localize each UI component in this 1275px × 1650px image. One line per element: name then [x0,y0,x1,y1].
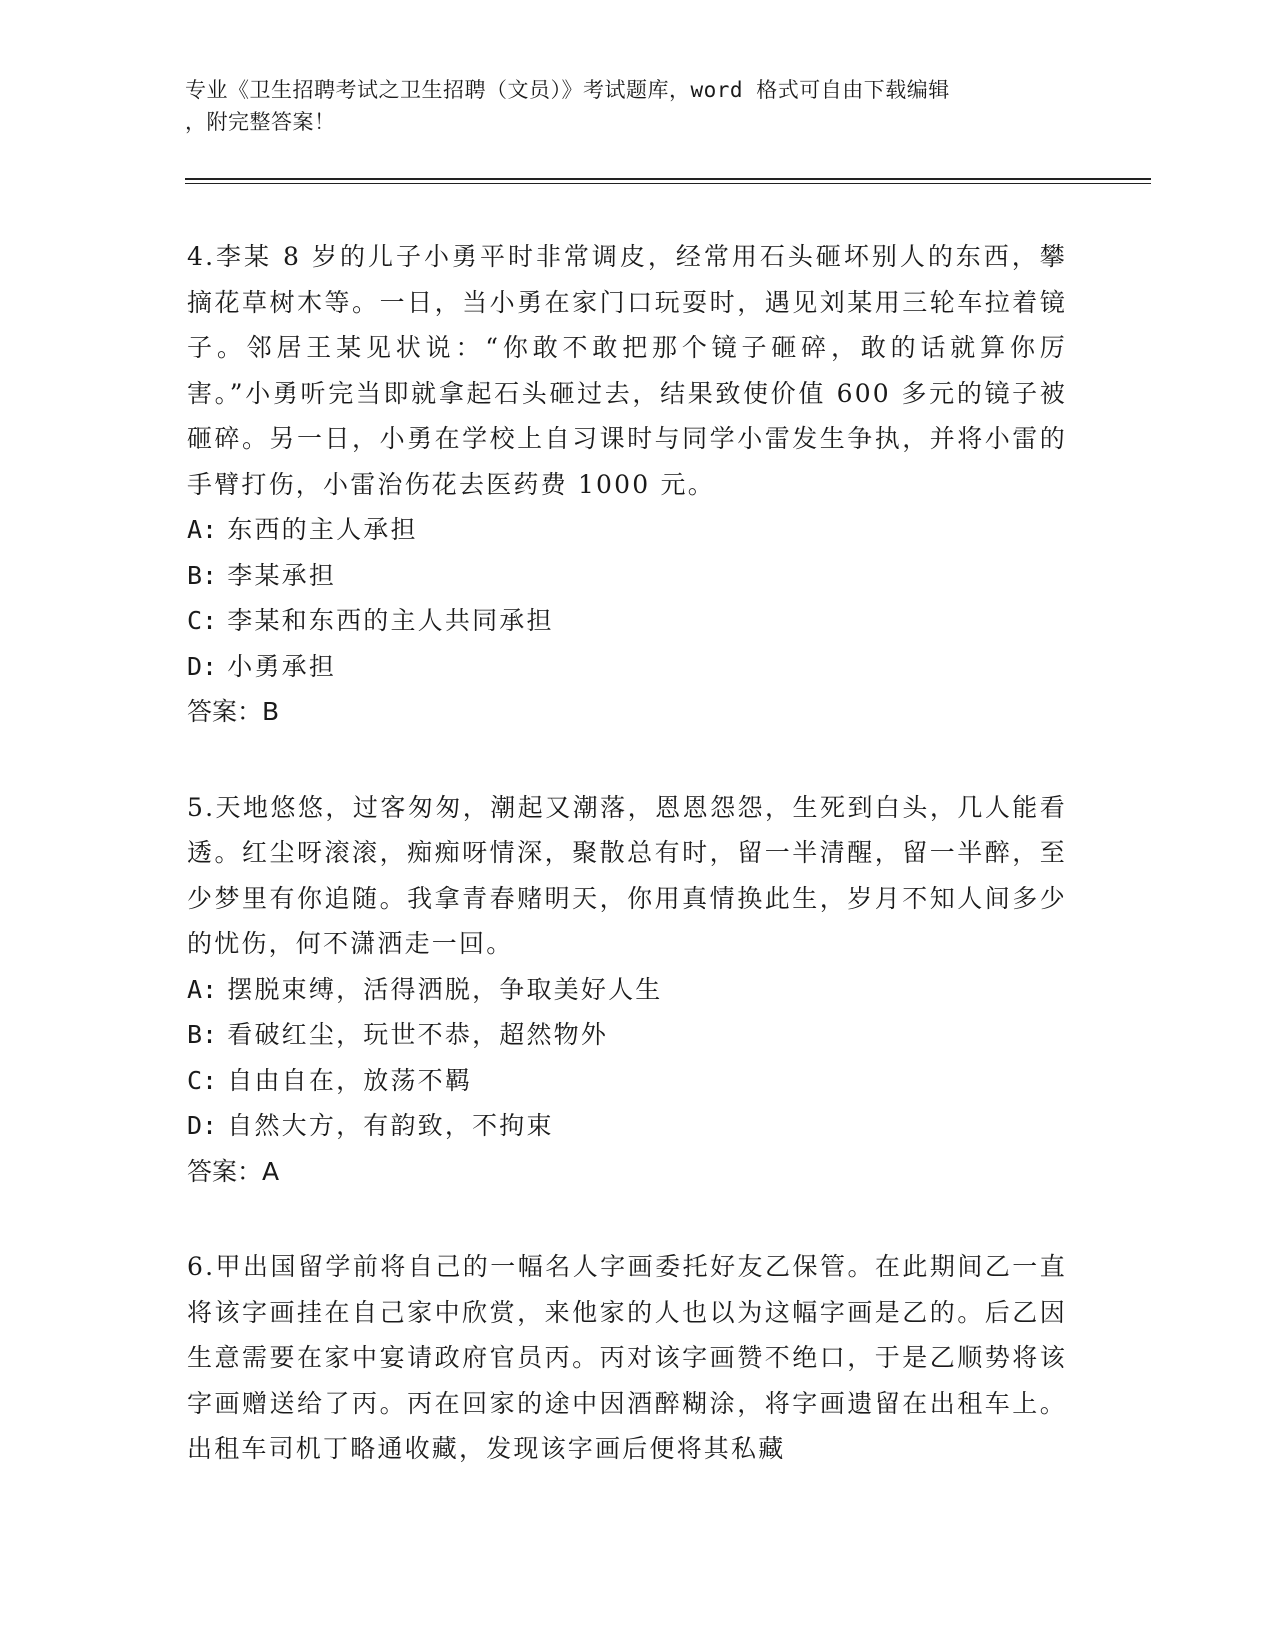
option-d [187,644,1067,690]
option-b [187,1012,1067,1058]
header-line-2: ，附完整答案！ [185,110,336,134]
option-text: 小勇承担 [227,651,337,681]
question-stem: 5.天地悠悠，过客匆匆，潮起又潮落，恩恩怨怨，生死到白头，几人能看透。红尘呀滚滚，痴痴呀情深，聚散总有时，留一半清醒，留一半醉，至少梦里有你追随。我拿青春赌明天，你用真情换此生，岁月不知人间多少的忧伤，何不潇洒走一回。 [187,792,1067,958]
header-rule-thick [185,178,1151,180]
option-label: A: [187,515,218,544]
option-label: B: [187,1020,218,1049]
option-text: 李某和东西的主人共同承担 [227,606,554,635]
option-label: D: [187,1111,218,1140]
option-text: 李某承担 [227,560,337,590]
option-label: D: [187,651,218,681]
question-6 [187,1244,1067,1472]
option-c [187,598,1067,644]
option-text: 自由自在，放荡不羁 [227,1065,473,1095]
option-text: 自然大方，有韵致，不拘束 [227,1111,554,1140]
option-label: B: [187,560,218,590]
question-5 [187,785,1067,1195]
answer: 答案：B [187,697,280,726]
option-label: A: [187,974,218,1004]
option-label: C: [187,606,218,635]
header-rule-thin [185,183,1151,184]
option-text: 摆脱束缚，活得洒脱，争取美好人生 [227,974,663,1004]
answer: 答案：A [187,1156,280,1186]
question-stem: 4.李某 8 岁的儿子小勇平时非常调皮，经常用石头砸坏别人的东西，攀摘花草树木等。一日，当小勇在家门口玩耍时，遇见刘某用三轮车拉着镜子。邻居王某见状说：“你敢不敢把那个镜子砸碎，敢的话就算你厉害。”小勇听完当即就拿起石头砸过去，结果致使价值 600 多元的镜子被砸碎。另一日，小勇在学校上自习课时与同学小雷发生争执，并将小雷的手臂打伤，小雷治伤花去医药费 1000 元。 [187,242,1067,499]
question-list [187,234,1067,1522]
option-a [187,967,1067,1013]
option-label: C: [187,1065,218,1095]
document-header [185,74,1065,138]
option-d [187,1103,1067,1149]
question-stem: 6.甲出国留学前将自己的一幅名人字画委托好友乙保管。在此期间乙一直将该字画挂在自己家中欣赏，来他家的人也以为这幅字画是乙的。后乙因生意需要在家中宴请政府官员丙。丙对该字画赞不绝口，于是乙顺势将该字画赠送给了丙。丙在回家的途中因酒醉糊涂，将字画遗留在出租车上。出租车司机丁略通收藏，发现该字画后便将其私藏 [187,1252,1067,1463]
option-c [187,1058,1067,1104]
option-a [187,507,1067,553]
question-4 [187,234,1067,735]
option-text: 看破红尘，玩世不恭，超然物外 [227,1020,609,1049]
header-line-1: 专业《卫生招聘考试之卫生招聘（文员）》考试题库，word 格式可自由下载编辑 [185,78,950,102]
option-text: 东西的主人承担 [227,515,418,544]
option-b [187,553,1067,599]
